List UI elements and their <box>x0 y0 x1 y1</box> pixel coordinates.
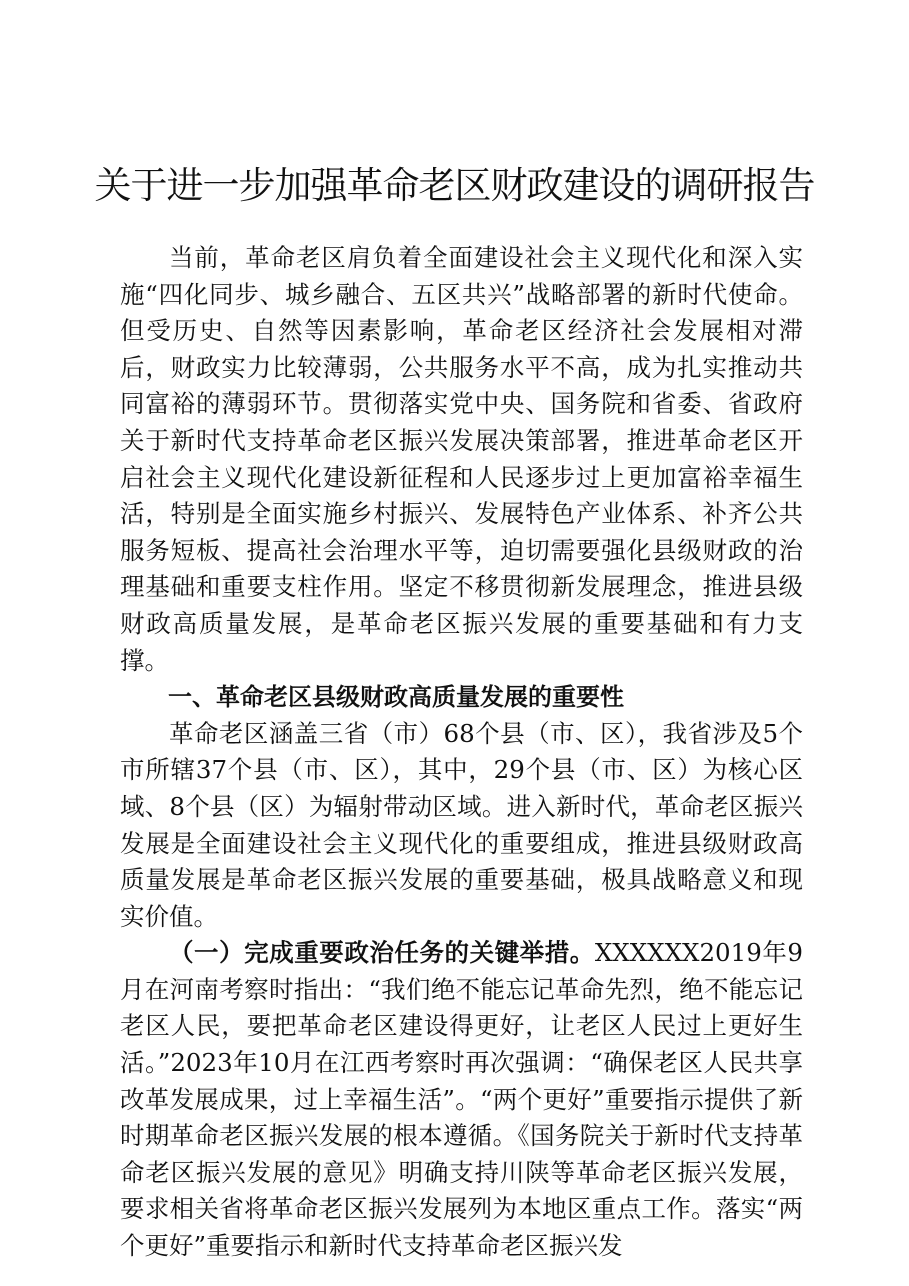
subsection-paragraph <box>120 935 803 1264</box>
subsection-text: XXXXXX2019年9月在河南考察时指出：“我们绝不能忘记革命先烈，绝不能忘记老区人民，要把革命老区建设得更好，让老区人民过上更好生活。”2023年10月在江西考察时再次强调：“确保老区人民共享改革发展成果，过上幸福生活”。“两个更好”重要指示提供了新时期革命老区振兴发展的根本遵循。《国务院关于新时代支持革命老区振兴发展的意见》明确支持川陕等革命老区振兴发展，要求相关省将革命老区振兴发展列为本地区重点工作。落实“两个更好”重要指示和新时代支持革命老区振兴发 <box>120 938 803 1261</box>
section-heading: 一、革命老区县级财政高质量发展的重要性 <box>168 683 624 712</box>
section-paragraph: 革命老区涵盖三省（市）68个县（市、区），我省涉及5个市所辖37个县（市、区），其中，29个县（市、区）为核心区域、8个县（区）为辐射带动区域。进入新时代，革命老区振兴发展是全面建设社会主义现代化的重要组成，推进县级财政高质量发展是革命老区振兴发展的重要基础，极具战略意义和现实价值。 <box>120 718 803 931</box>
document-title: 关于进一步加强革命老区财政建设的调研报告 <box>94 164 815 207</box>
subsection-lead: （一）完成重要政治任务的关键举措。 <box>169 938 595 968</box>
intro-paragraph: 当前，革命老区肩负着全面建设社会主义现代化和深入实施“四化同步、城乡融合、五区共兴”战略部署的新时代使命。但受历史、自然等因素影响，革命老区经济社会发展相对滞后，财政实力比较薄弱，公共服务水平不高，成为扎实推动共同富裕的薄弱环节。贯彻落实党中央、国务院和省委、省政府关于新时代支持革命老区振兴发展决策部署，推进革命老区开启社会主义现代化建设新征程和人民逐步过上更加富裕幸福生活，特别是全面实施乡村振兴、发展特色产业体系、补齐公共服务短板、提高社会治理水平等，迫切需要强化县级财政的治理基础和重要支柱作用。坚定不移贯彻新发展理念，推进县级财政高质量发展，是革命老区振兴发展的重要基础和有力支撑。 <box>120 243 803 675</box>
document-body <box>120 240 803 1265</box>
